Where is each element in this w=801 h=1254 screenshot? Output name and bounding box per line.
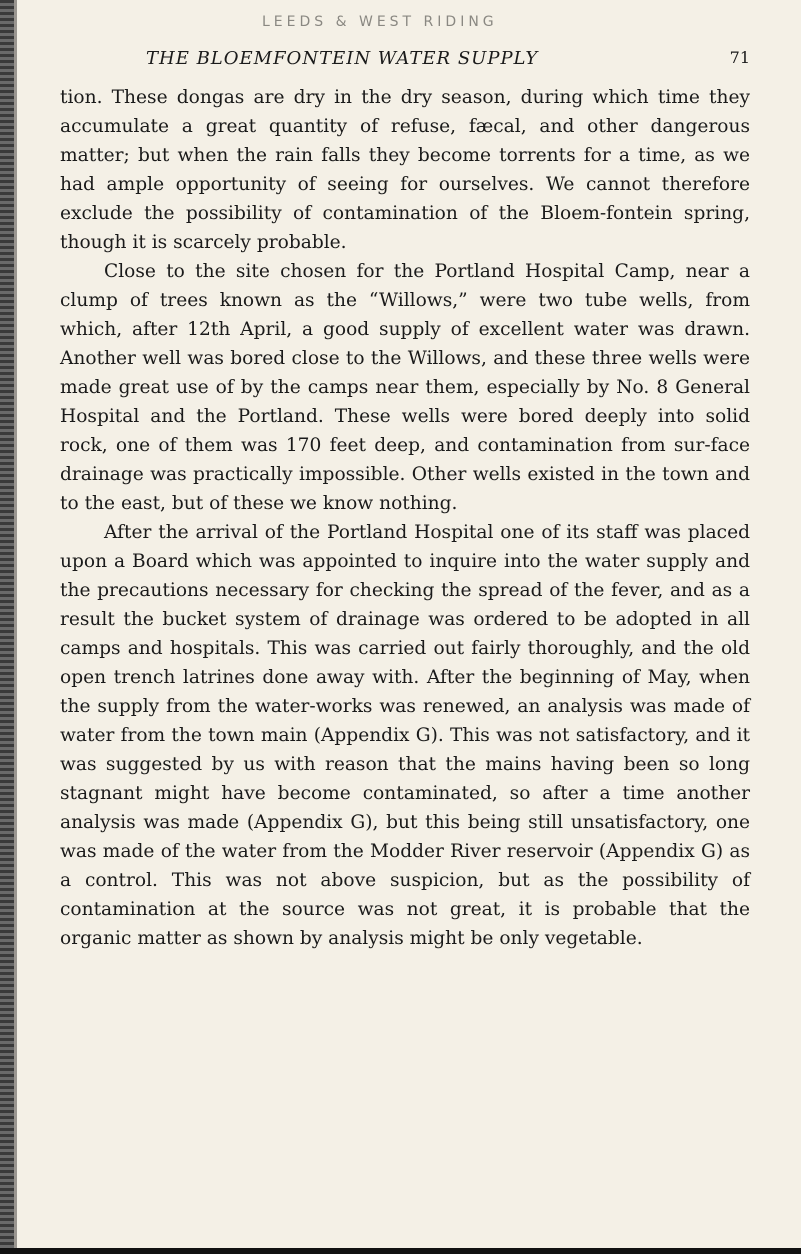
paragraph: tion. These dongas are dry in the dry season, during which time they accumulate a great quantity of refuse, fæcal, and other dangerous matter; but when the rain falls they become torrents for a time, as we had ample opportunity of seeing for ourselves. We cannot therefore exclude the possibility of contamination of the Bloem-fontein spring, though it is scarcely probable. [60, 87, 750, 253]
spine-edge [14, 0, 17, 1254]
library-stamp: LEEDS & WEST RIDING [262, 14, 498, 30]
book-spine [0, 0, 14, 1254]
page-bottom-edge [0, 1248, 801, 1254]
paragraph: After the arrival of the Portland Hospital one of its staff was placed upon a Board which was appointed to inquire into the water supply and the precautions necessary for checking the spread of the fever, and as a result the bucket system of drainage was ordered to be adopted in all camps and hospitals. This was carried out fairly thoroughly, and the old open trench latrines done away with. After the beginning of May, when the supply from the water-works was renewed, an analysis was made of water from the town main (Appendix G). This was not satisfactory, and it was suggested by us with reason that the mains having been so long stagnant might have become contaminated, so after a time another analysis was made (Appendix G), but this being still unsatisfactory, one was made of the water from the Modder River reservoir (Appendix G) as a control. This was not above suspicion, but as the possibility of contamination at the source was not great, it is probable that the organic matter as shown by analysis might be only vegetable. [60, 522, 750, 949]
page-number: 71 [729, 48, 750, 67]
page-header [60, 48, 750, 74]
paragraph: Close to the site chosen for the Portland Hospital Camp, near a clump of trees known as the “Willows,” were two tube wells, from which, after 12th April, a good supply of excellent water was drawn. Another well was bored close to the Willows, and these three wells were made great use of by the camps near them, especially by No. 8 General Hospital and the Portland. These wells were bored deeply into solid rock, one of them was 170 feet deep, and contamination from sur-face drainage was practically impossible. Other wells existed in the town and to the east, but of these we know nothing. [60, 261, 750, 514]
body-text [60, 83, 750, 953]
running-title: THE BLOEMFONTEIN WATER SUPPLY [146, 48, 539, 69]
